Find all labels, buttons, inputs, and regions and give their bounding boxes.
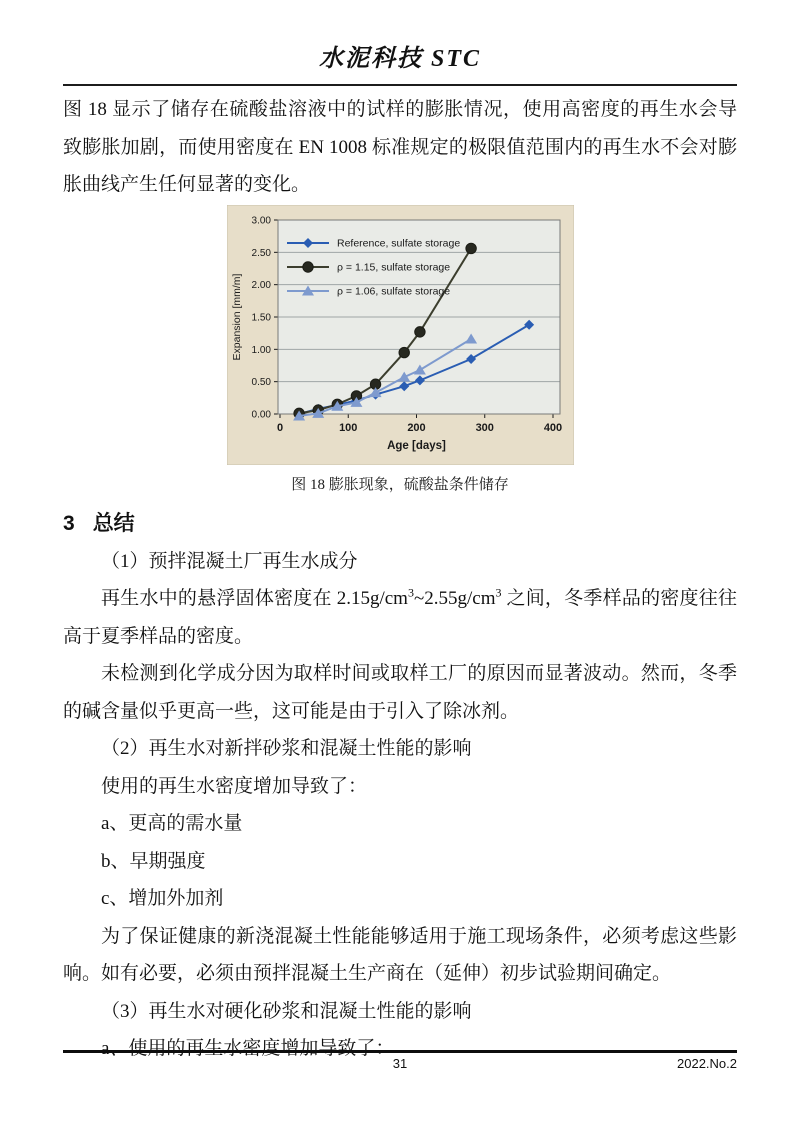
header-rule [63,84,737,86]
svg-text:0.50: 0.50 [251,376,271,388]
section-number: 3 [63,511,75,535]
expansion-chart-figure [227,205,574,465]
svg-text:ρ = 1.15, sulfate storage: ρ = 1.15, sulfate storage [337,261,451,273]
figure-caption: 图 18 膨胀现象，硫酸盐条件储存 [291,476,509,493]
svg-text:200: 200 [407,421,426,434]
journal-title: 水泥科技 STC [318,46,481,72]
section-heading [63,509,737,539]
paragraph: （2）再生水对新拌砂浆和混凝土性能的影响 [101,738,472,759]
svg-text:Age [days]: Age [days] [387,439,446,452]
svg-text:3.00: 3.00 [251,215,271,226]
footer-row [63,1056,737,1076]
paragraph: 未检测到化学成分因为取样时间或取样工厂的原因而显著波动。然而，冬季的碱含量似乎更高一些，这可能是由于引入了除冰剂。 [63,663,737,722]
paragraph: 使用的再生水密度增加导致了： [101,775,368,797]
svg-text:Expansion [mm/m]: Expansion [mm/m] [231,273,243,360]
paragraph: a、更高的需水量 [101,813,243,834]
svg-text:ρ = 1.06, sulfate storage: ρ = 1.06, sulfate storage [337,285,451,297]
intro-paragraph: 图 18 显示了储存在硫酸盐溶液中的试样的膨胀情况，使用高密度的再生水会导致膨胀加剧，而使用密度在 EN 1008 标准规定的极限值范围内的再生水不会对膨胀曲线产生任何显著的变化。 [63,99,737,195]
svg-text:2.50: 2.50 [251,247,271,259]
body-paragraphs [63,543,737,1068]
paragraph: 再生水中的悬浮固体密度在 $2.15g/cm^3\sim 2.55g/cm^3$ 之间，冬季样品的密度往往高于夏季样品的密度。 [63,585,737,647]
issue-label: 2022.No.2 [677,1056,737,1071]
paragraph: a、使用的再生水密度增加导致了： [101,1038,395,1059]
svg-text:300: 300 [475,421,494,434]
paragraph: 为了保证健康的新浇混凝土性能能够适用于施工现场条件，必须考虑这些影响。如有必要，必须由预拌混凝土生产商在（延伸）初步试验期间确定。 [63,925,737,984]
paragraph: c、增加外加剂 [101,888,224,909]
section-title: 总结 [92,511,135,535]
svg-text:0.00: 0.00 [251,409,271,420]
svg-text:1.00: 1.00 [251,344,271,356]
svg-text:0: 0 [276,421,284,434]
page-number: 31 [392,1056,408,1071]
footer-rule [63,1050,737,1053]
paragraph: b、早期强度 [101,850,206,872]
svg-text:100: 100 [339,421,358,434]
svg-text:400: 400 [543,421,563,434]
paragraph: （3）再生水对硬化砂浆和混凝土性能的影响 [101,1000,472,1022]
svg-text:1.50: 1.50 [251,312,271,323]
svg-text:Reference, sulfate storage: Reference, sulfate storage [337,237,461,249]
svg-text:2.00: 2.00 [251,279,271,291]
page-footer [63,1050,737,1076]
paragraph: （1）预拌混凝土厂再生水成分 [101,550,358,572]
expansion-chart-svg [227,205,574,465]
